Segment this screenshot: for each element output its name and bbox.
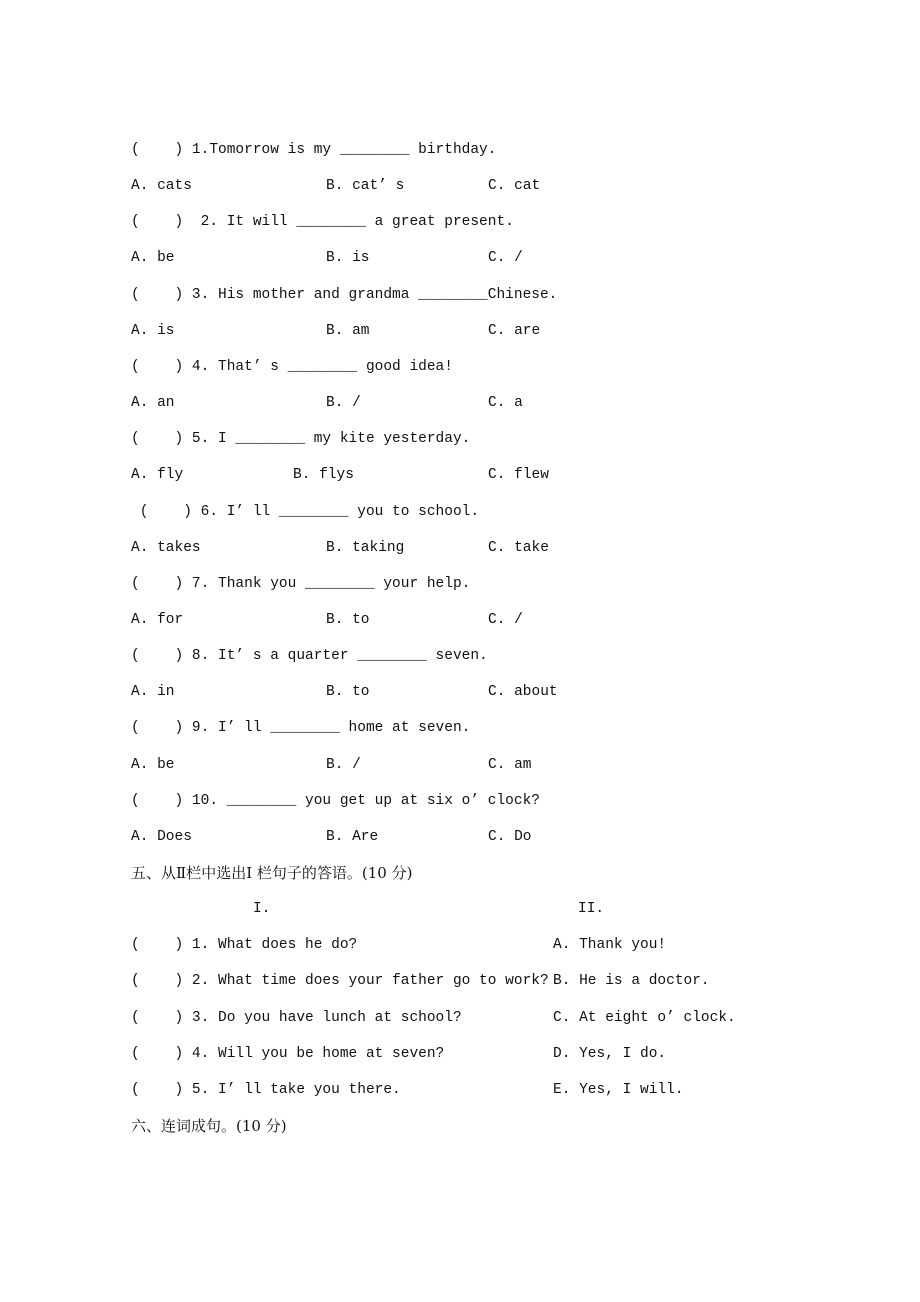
match-answer-b: B. He is a doctor. [553, 973, 710, 990]
question-2-stem: ( ) 2. It will ________ a great present. [131, 214, 514, 231]
question-2-option-c: C. / [488, 250, 523, 267]
column-2-header: II. [578, 901, 605, 918]
question-3-option-c: C. are [488, 322, 541, 339]
question-9-option-a: A. be [131, 756, 175, 773]
question-4-option-a: A. an [131, 395, 175, 412]
section-6-heading: 六、连词成句。(10 分) [131, 1117, 287, 1136]
match-answer-d: D. Yes, I do. [553, 1045, 667, 1062]
question-10-option-a: A. Does [131, 828, 192, 845]
question-1-stem: ( ) 1.Tomorrow is my ________ birthday. [131, 142, 497, 158]
column-1-header: I. [253, 901, 271, 918]
question-3-option-b: B. am [326, 322, 370, 339]
question-3-stem: ( ) 3. His mother and grandma ________Chinese. [131, 286, 558, 303]
question-7-option-c: C. / [488, 611, 523, 628]
question-6-option-a: A. takes [131, 539, 201, 556]
question-10-option-c: C. Do [488, 828, 532, 845]
question-9-option-c: C. am [488, 756, 532, 773]
match-question-1: ( ) 1. What does he do? [131, 937, 358, 954]
question-2-option-a: A. be [131, 250, 175, 267]
question-10-option-b: B. Are [326, 828, 379, 845]
question-8-option-b: B. to [326, 684, 370, 701]
question-3-option-a: A. is [131, 322, 175, 339]
question-7-stem: ( ) 7. Thank you ________ your help. [131, 575, 471, 592]
match-question-5: ( ) 5. I’ ll take you there. [131, 1081, 401, 1098]
question-4-stem: ( ) 4. That’ s ________ good idea! [131, 358, 453, 375]
question-7-option-a: A. for [131, 611, 184, 628]
match-question-4: ( ) 4. Will you be home at seven? [131, 1045, 445, 1062]
question-1-option-c: C. cat [488, 178, 541, 195]
question-5-option-c: C. flew [488, 467, 549, 484]
question-7-option-b: B. to [326, 611, 370, 628]
question-8-option-c: C. about [488, 684, 558, 701]
match-answer-a: A. Thank you! [553, 937, 667, 954]
question-2-option-b: B. is [326, 250, 370, 267]
question-8-stem: ( ) 8. It’ s a quarter ________ seven. [131, 648, 488, 665]
question-5-stem: ( ) 5. I ________ my kite yesterday. [131, 431, 471, 448]
match-question-2: ( ) 2. What time does your father go to work? [131, 973, 549, 990]
match-question-3: ( ) 3. Do you have lunch at school? [131, 1009, 462, 1026]
question-6-option-b: B. taking [326, 539, 405, 556]
question-6-option-c: C. take [488, 539, 549, 556]
question-1-option-b: B. cat’ s [326, 178, 405, 195]
question-1-option-a: A. cats [131, 178, 192, 195]
question-9-option-b: B. / [326, 756, 361, 773]
question-4-option-b: B. / [326, 395, 361, 412]
question-8-option-a: A. in [131, 684, 175, 701]
question-5-option-a: A. fly [131, 467, 184, 484]
match-answer-e: E. Yes, I will. [553, 1081, 684, 1098]
question-10-stem: ( ) 10. ________ you get up at six o’ clock? [131, 792, 540, 809]
section-5-heading: 五、从Ⅱ栏中选出Ⅰ 栏句子的答语。(10 分) [131, 864, 413, 882]
question-5-option-b: B. flys [293, 467, 354, 484]
match-answer-c: C. At eight o’ clock. [553, 1009, 736, 1026]
question-9-stem: ( ) 9. I’ ll ________ home at seven. [131, 720, 471, 737]
question-6-stem: ( ) 6. I’ ll ________ you to school. [131, 503, 480, 520]
question-4-option-c: C. a [488, 395, 523, 412]
